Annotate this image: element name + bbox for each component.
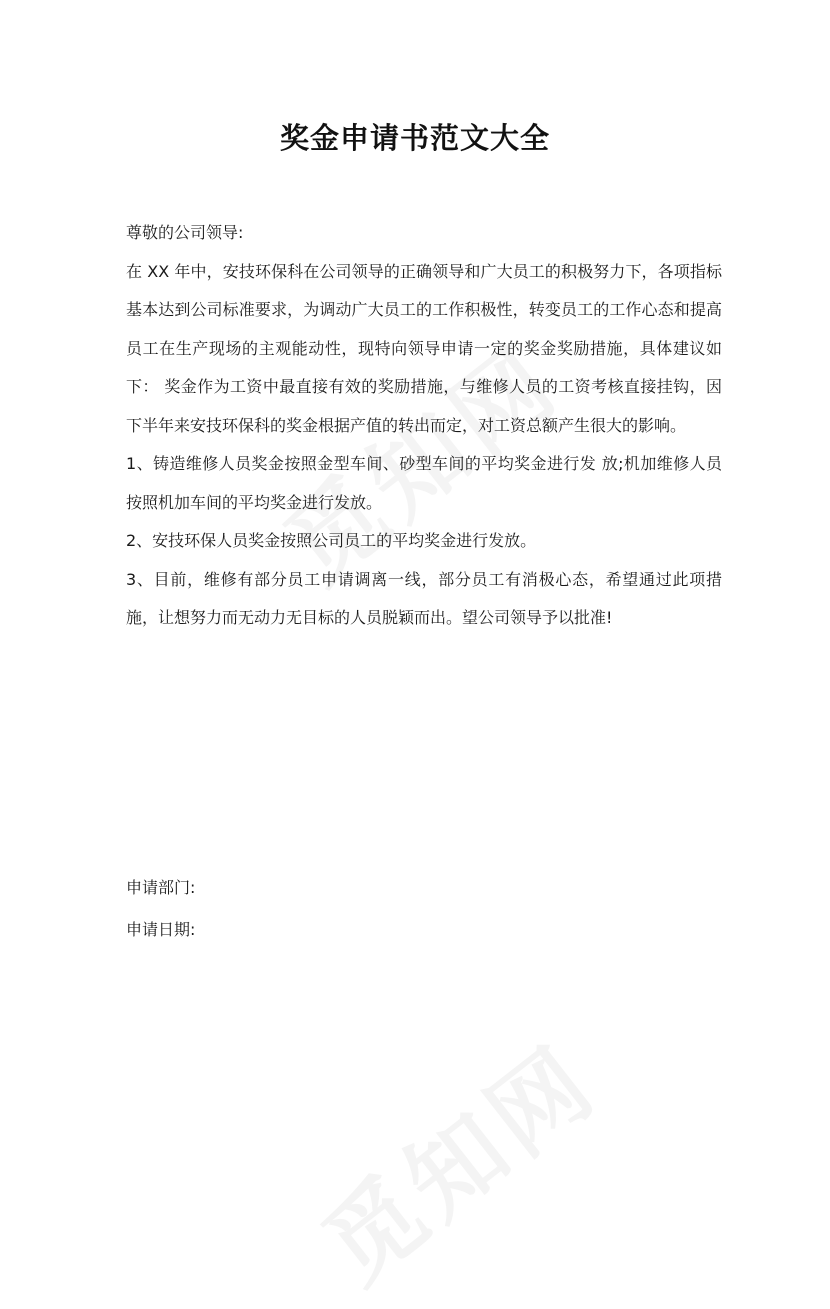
- salutation: 尊敬的公司领导:: [126, 223, 244, 242]
- paragraph-item-3: 3、目前，维修有部分员工申请调离一线，部分员工有消极心态，希望通过此项措施，让想努力而无动力无目标的人员脱颖而出。望公司领导予以批准!: [126, 569, 722, 627]
- paragraph-item-2: 2、安技环保人员奖金按照公司员工的平均奖金进行发放。: [126, 531, 537, 550]
- watermark-bottom: [291, 1008, 621, 1308]
- date-label: 申请日期:: [126, 920, 196, 939]
- document-body: [126, 214, 722, 638]
- paragraph-item-1: 1、铸造维修人员奖金按照金型车间、砂型车间的平均奖金进行发 放;机加维修人员按照机加车间的平均奖金进行发放。: [126, 454, 722, 512]
- paragraph-intro: 在 XX 年中，安技环保科在公司领导的正确领导和广大员工的积极努力下，各项指标基本达到公司标准要求，为调动广大员工的工作积极性，转变员工的工作心态和提高员工在生产现场的主观能动性，现特向领导申请一定的奖金奖励措施，具体建议如下： 奖金作为工资中最直接有效的奖励措施，与维修人员的工资考核直接挂钩，因下半年来安技环保科的奖金根据产值的转出而定，对工资总额产生很大的影响。: [126, 261, 722, 435]
- document-footer: [126, 867, 195, 951]
- document-title: 奖金申请书范文大全: [279, 121, 550, 155]
- department-label: 申请部门:: [126, 878, 196, 897]
